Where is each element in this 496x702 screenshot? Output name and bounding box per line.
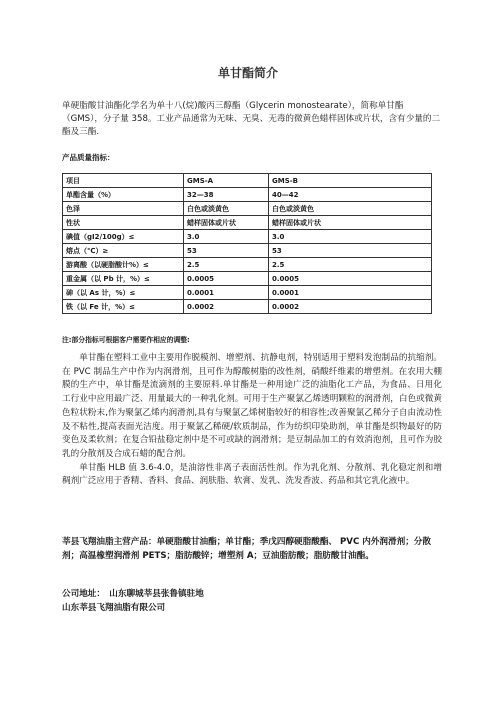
- table-cell: 碘值（gI2/100g）≤: [63, 230, 184, 244]
- table-row: [63, 216, 432, 230]
- company-name: 山东莘县飞翔油脂有限公司: [62, 603, 166, 613]
- table-row: [63, 272, 432, 286]
- table-cell: 白色或淡黄色: [269, 202, 432, 216]
- table-cell: 0.0001: [269, 286, 432, 300]
- intro-paragraph: 单硬脂酸甘油酯化学名为单十八(烷)酸丙三醇酯（Glycerin monostearate），简称单甘酯（GMS），分子量 358。工业产品通常为无味、无臭、无毒的微黄色蜡样固体或片状，含有少量的二酯及三酯.: [62, 101, 441, 137]
- table-cell: 53: [269, 244, 432, 258]
- table-cell: 0.0002: [269, 300, 432, 314]
- table-cell: 2.5: [269, 258, 432, 272]
- table-cell: 熔点（℃）≥: [63, 244, 184, 258]
- table-cell: 砷（以 As 计，%）≤: [63, 286, 184, 300]
- table-cell: 3.0: [269, 230, 432, 244]
- table-cell: 53: [184, 244, 269, 258]
- table-cell: 0.0001: [184, 286, 269, 300]
- table-cell: 游离酸（以硬脂酸计%）≤: [63, 258, 184, 272]
- table-cell: 铁（以 Fe 计，%）≤: [63, 300, 184, 314]
- table-cell: 重金属（以 Pb 计，%）≤: [63, 272, 184, 286]
- header-cell: GMS-B: [269, 174, 432, 188]
- header-cell: 项目: [63, 174, 184, 188]
- contact-block: [62, 587, 204, 615]
- body-text: [62, 352, 442, 489]
- table-cell: 32—38: [184, 188, 269, 202]
- table-cell: 2.5: [184, 258, 269, 272]
- document-title: 单甘酯简介: [217, 66, 278, 80]
- table-row: [63, 286, 432, 300]
- table-row: [63, 300, 432, 314]
- table-cell: 性状: [63, 216, 184, 230]
- body-paragraph: 单甘酯在塑料工业中主要用作脱模剂、增塑剂、抗静电剂，特别适用于塑料发泡制品的抗缩剂。在 PVC 制品生产中作为内润滑剂，且可作为醇酸树脂的改性剂，硝酸纤维素的增塑剂。在农用大棚膜的生产中，单甘酯是流滴剂的主要原料.单甘酯是一种用途广泛的油脂化工产品，为食品、日用化工行业中应用最广泛、用量最大的一种乳化剂。可用于生产聚氯乙烯透明颗粒的润滑剂，白色或微黄色粒状粉末,作为聚氯乙烯内润滑剂,具有与聚氯乙烯树脂较好的相容性;改善聚氯乙稀分子自由流动性及不粘性,提高表面光洁度。用于聚氯乙稀硬/软质制品，作为纺织印染助剂，单甘酯是织物最好的防变色及柔软剂；在复合铅盐稳定剂中是不可或缺的润滑剂；是豆制品加工的有效消泡剂，且可作为胶乳的分散剂及合成石蜡的配合剂。: [62, 353, 442, 459]
- products-paragraph: 莘县飞翔油脂主营产品：单硬脂酸甘油酯；单甘酯；季戊四醇硬脂酸酯、 PVC 内外润滑剂；分散剂；高温橡塑润滑剂 PETS；脂肪酸锌；增塑剂 A；豆油脂肪酸；脂肪酸甘油酯。: [62, 537, 431, 561]
- table-row: [63, 230, 432, 244]
- table-cell: 蜡样固体或片状: [184, 216, 269, 230]
- table-row: [63, 202, 432, 216]
- quality-table: [62, 173, 432, 314]
- table-row: [63, 188, 432, 202]
- quality-label: 产品质量指标：: [62, 153, 115, 162]
- table-cell: 40—42: [269, 188, 432, 202]
- table-cell: 蜡样固体或片状: [269, 216, 432, 230]
- table-cell: 0.0005: [184, 272, 269, 286]
- table-row: [63, 258, 432, 272]
- table-header-row: [63, 174, 432, 188]
- table-cell: 0.0005: [269, 272, 432, 286]
- header-cell: GMS-A: [184, 174, 269, 188]
- body-paragraph: 单甘酯 HLB 值 3.6-4.0，是油溶性非离子表面活性剂。作为乳化剂、分散剂、乳化稳定剂和增稠剂广泛应用于香精、香料、食品、润肤脂、软膏、发乳、洗发香波、药品和其它乳化液中。: [62, 462, 442, 487]
- table-note: 注:部分指标可根据客户需要作相应的调整:: [62, 336, 190, 344]
- address-line: 公司地址： 山东聊城莘县张鲁镇驻地: [62, 589, 204, 599]
- table-cell: 单酯含量（%）: [63, 188, 184, 202]
- table-cell: 色泽: [63, 202, 184, 216]
- table-row: [63, 244, 432, 258]
- table-cell: 3.0: [184, 230, 269, 244]
- table-cell: 白色或淡黄色: [184, 202, 269, 216]
- table-cell: 0.0002: [184, 300, 269, 314]
